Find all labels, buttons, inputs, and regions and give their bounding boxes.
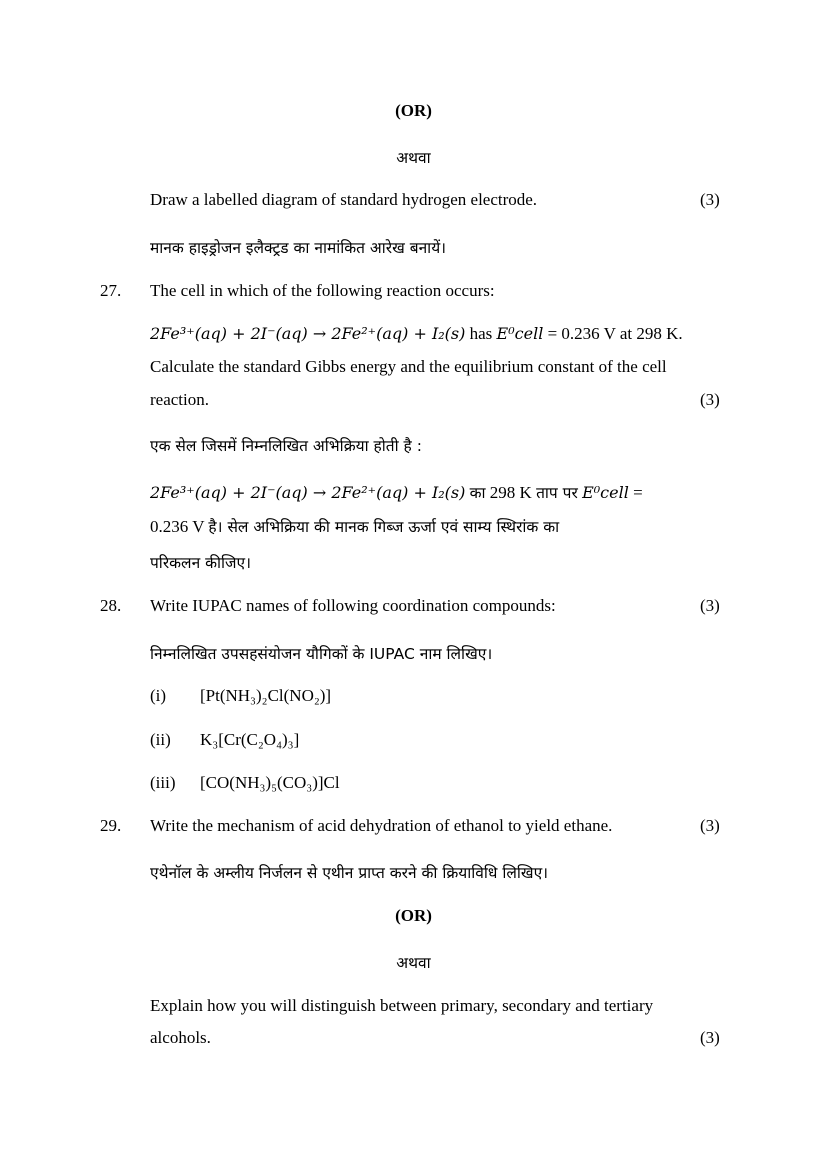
q27-hindi-temp: 298 K (489, 483, 532, 502)
q27-line2: Calculate the standard Gibbs energy and the equilibrium constant of the cell (150, 357, 667, 376)
q26-alt-hindi: मानक हाइड्रोजन इलैक्ट्रड का नामांकित आरेख बनायें। (150, 239, 447, 257)
q28-item-label: (iii) (150, 773, 176, 792)
q27-intro: The cell in which of the following reaction occurs: (150, 281, 495, 300)
q27-has: has (469, 324, 493, 343)
q27-hindi-line3: परिकलन कीजिए। (150, 554, 251, 572)
q28-item-label: (ii) (150, 730, 171, 749)
q27-hindi-line2-text: है। सेल अभिक्रिया की मानक गिब्ज ऊर्जा एवं साम्य स्थिरांक का (208, 518, 560, 536)
q27-hindi-reaction: 2Fe³⁺(aq) + 2I⁻(aq) → 2Fe²⁺(aq) + I₂(s) (150, 483, 466, 502)
q27-marks: (3) (700, 390, 720, 409)
q27-hindi-line2 (150, 515, 559, 537)
q28-hindi: निम्नलिखित उपसहसंयोजन यौगिकों के IUPAC नाम लिखिए। (150, 645, 493, 663)
q27-hindi-eq: = (633, 483, 643, 502)
q27-hindi-ecell: E⁰cell (582, 483, 629, 502)
q27-number: 27. (100, 281, 122, 300)
q29-hindi: एथेनॉल के अम्लीय निर्जलन से एथीन प्राप्त करने की क्रियाविधि लिखिए। (150, 864, 549, 882)
q28-marks: (3) (700, 596, 720, 615)
q27-reaction-line (150, 324, 683, 344)
q27-hindi-taap: ताप पर (536, 484, 578, 502)
q27-reaction: 2Fe³⁺(aq) + 2I⁻(aq) → 2Fe²⁺(aq) + I₂(s) (150, 324, 466, 343)
q28-item-label: (i) (150, 686, 167, 705)
q28-item-formula: [CO(NH₃)₅(CO₃)]Cl (200, 773, 340, 792)
q28-item-formula: K₃[Cr(C₂O₄)₃] (200, 730, 300, 749)
or-heading: (OR) (395, 906, 432, 925)
q29-alt-line1: Explain how you will distinguish between primary, secondary and tertiary (150, 996, 654, 1015)
q29-number: 29. (100, 816, 122, 835)
q27-hindi-reaction-line (150, 481, 643, 503)
q29-alt-marks: (3) (700, 1028, 720, 1047)
q29-marks: (3) (700, 816, 720, 835)
q27-ecell: E⁰cell (496, 324, 544, 343)
q27-hindi-ka: का (469, 484, 486, 502)
q27-hindi-value: 0.236 V (150, 517, 205, 536)
q27-condition: = 0.236 V at 298 K. (547, 324, 683, 343)
athva-heading: अथवा (396, 149, 431, 167)
q28-number: 28. (100, 596, 122, 615)
or-heading: (OR) (395, 101, 432, 120)
q26-alt-text: Draw a labelled diagram of standard hydrogen electrode. (150, 190, 538, 209)
athva-heading: अथवा (396, 954, 431, 972)
q29-text: Write the mechanism of acid dehydration of ethanol to yield ethane. (150, 816, 613, 835)
q27-line3: reaction. (150, 390, 209, 409)
q26-alt-marks: (3) (700, 190, 720, 209)
q27-hindi-intro: एक सेल जिसमें निम्नलिखित अभिक्रिया होती है : (150, 437, 422, 455)
q28-text: Write IUPAC names of following coordination compounds: (150, 596, 556, 615)
q29-alt-line2: alcohols. (150, 1028, 211, 1047)
q28-item-formula: [Pt(NH₃)₂Cl(NO₂)] (200, 686, 332, 705)
